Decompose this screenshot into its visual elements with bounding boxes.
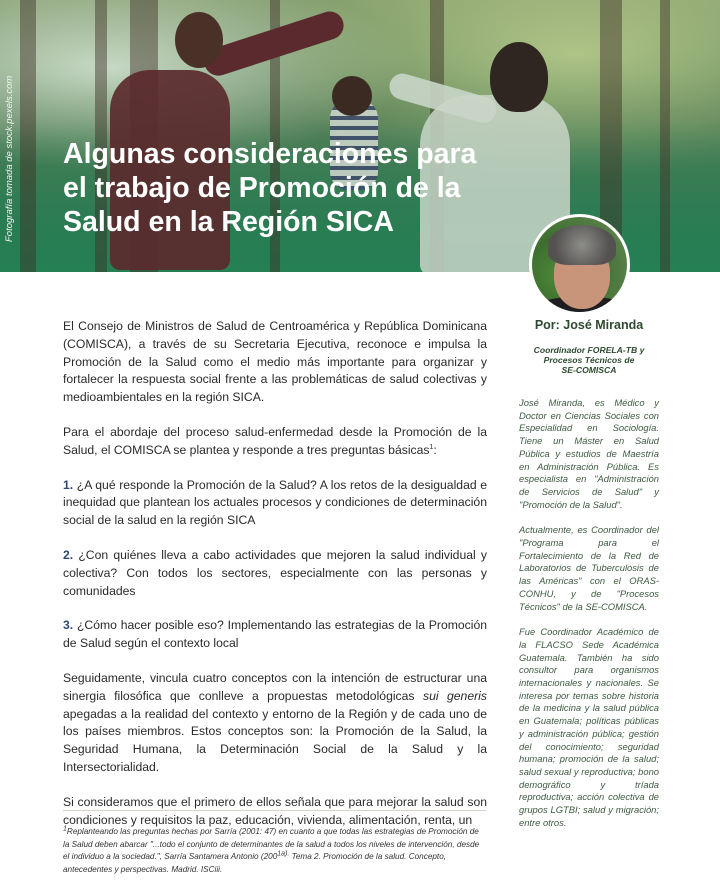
title-line: Algunas consideraciones para bbox=[63, 138, 477, 170]
question-number: 1. bbox=[63, 477, 74, 492]
footnote-reference[interactable]: 1 bbox=[429, 443, 434, 451]
footnote-marker: 1 bbox=[63, 825, 67, 833]
photo-credit: Fotografía tomada de stock.pexels.com bbox=[4, 75, 15, 242]
author-byline: Por: José Miranda bbox=[534, 318, 644, 332]
author-bio-paragraph: Actualmente, es Coordinador del "Programa para el Fortalecimiento de la Red de Laboratorios de Tuberculosis de las Américas" con el ORAS-CONHU, y de "Procesos Técnicos" de la SE-COMISCA. bbox=[519, 524, 659, 612]
author-bio-paragraph: José Miranda, es Médico y Doctor en Ciencias Sociales con Especialidad en Sociología. Tiene un Máster en Salud Pública y estudios de Maestría en Administración Pública. Es especialista en "Administración de Servicios de Salud" y "Promoción de la Salud". bbox=[519, 397, 659, 510]
question-item bbox=[63, 477, 487, 530]
author-avatar bbox=[529, 214, 630, 315]
concepts-italic: sui generis bbox=[422, 688, 487, 703]
title-line: el trabajo de Promoción de la bbox=[63, 172, 461, 204]
question-item bbox=[63, 617, 487, 653]
author-sidebar bbox=[519, 318, 659, 843]
role-line: SE-COMISCA bbox=[561, 365, 617, 375]
concepts-text: Seguidamente, vincula cuatro conceptos con la intención de estructurar una sinergia filosófica que conlleve a propuestas metodológicas bbox=[63, 670, 487, 703]
question-text: ¿Cómo hacer posible eso? Implementando las estrategias de la Promoción de Salud según el contexto local bbox=[63, 618, 488, 651]
author-bio-paragraph: Fue Coordinador Académico de la FLACSO Sede Académica Guatemala. También ha sido consultor para organismos internacionales y nacionales. Se interesa por temas sobre historia de la medicina y la salud pública en Guatemala; políticas públicas y administración pública; gestión del conocimiento; seguridad humana; promoción de la salud; salud sexual y reproductiva; bono demográfico y tríada reproductiva; acción colectiva de grupos LGTBI; salud y migración; entre otros. bbox=[519, 626, 659, 828]
avatar-hair bbox=[548, 225, 616, 265]
author-role bbox=[519, 345, 659, 375]
footnote-text: Replanteando las preguntas hechas por Sarría (2001: 47) en cuanto a que todas las estrategias de Promoción de la Salud deben abarcar "...todo el conjunto de determinantes de la salud a todos los niveles de intervención, desde el individuo a la sociedad.", Sarría Santamera Antonio (200 bbox=[63, 827, 480, 862]
footnote-text: Tema 2. Promoción de la salud. Concepto, antecedentes y perspectivas. Madrid. ISCiii. bbox=[63, 852, 447, 874]
intro-paragraph: El Consejo de Ministros de Salud de Centroamérica y República Dominicana (COMISCA), a través de su Secretaria Ejecutiva, reconoce e impulsa la Promoción de la Salud como el medio más importante para organizar y fortalecer la respuesta social frente a las problemáticas de salud colectivas y medioambientales en la región SICA. bbox=[63, 319, 487, 405]
tree-trunk bbox=[660, 0, 670, 272]
title-line: Salud en la Región SICA bbox=[63, 206, 394, 238]
question-item bbox=[63, 547, 487, 600]
question-text: ¿A qué responde la Promoción de la Salud? A los retos de la desigualdad e inequidad que plantean los actuales procesos y condiciones de determinación social de la salud en la región SICA bbox=[63, 477, 488, 528]
question-number: 3. bbox=[63, 618, 74, 633]
footnote bbox=[63, 826, 487, 876]
role-line: Coordinador FORELA-TB y bbox=[533, 345, 645, 355]
tree-trunk bbox=[20, 0, 36, 272]
question-text: ¿Con quiénes lleva a cabo actividades que mejoren la salud individual y colectiva? Con todos los sectores, especialmente con las personas y comunidades bbox=[63, 547, 487, 598]
child-head bbox=[332, 76, 372, 116]
woman-head bbox=[490, 42, 548, 112]
article-title bbox=[63, 137, 483, 239]
article-body bbox=[63, 318, 487, 846]
question-number: 2. bbox=[63, 547, 74, 562]
concepts-paragraph bbox=[63, 670, 487, 777]
questions-intro-text: Para el abordaje del proceso salud-enfermedad desde la Promoción de la Salud, el COMISCA se plantea y responde a tres preguntas básicas bbox=[63, 424, 487, 457]
concepts-text: apegadas a la realidad del contexto y entorno de la Región y de cada uno de los países miembros. Estos conceptos son: la Promoción de la Salud, la Seguridad Humana, la Determinación Social de la Salud y la Intersectorialidad. bbox=[63, 706, 487, 774]
footnote-divider bbox=[63, 810, 486, 811]
questions-intro-end: : bbox=[433, 442, 437, 457]
questions-intro-paragraph bbox=[63, 424, 487, 460]
closing-paragraph: Si consideramos que el primero de ellos señala que para mejorar la salud son condiciones y requisitos la paz, educación, vivienda, alimentación, renta, un bbox=[63, 794, 487, 827]
man-head bbox=[175, 12, 223, 68]
footnote-superscript: 1a). bbox=[277, 850, 290, 858]
role-line: Procesos Técnicos de bbox=[543, 355, 635, 365]
